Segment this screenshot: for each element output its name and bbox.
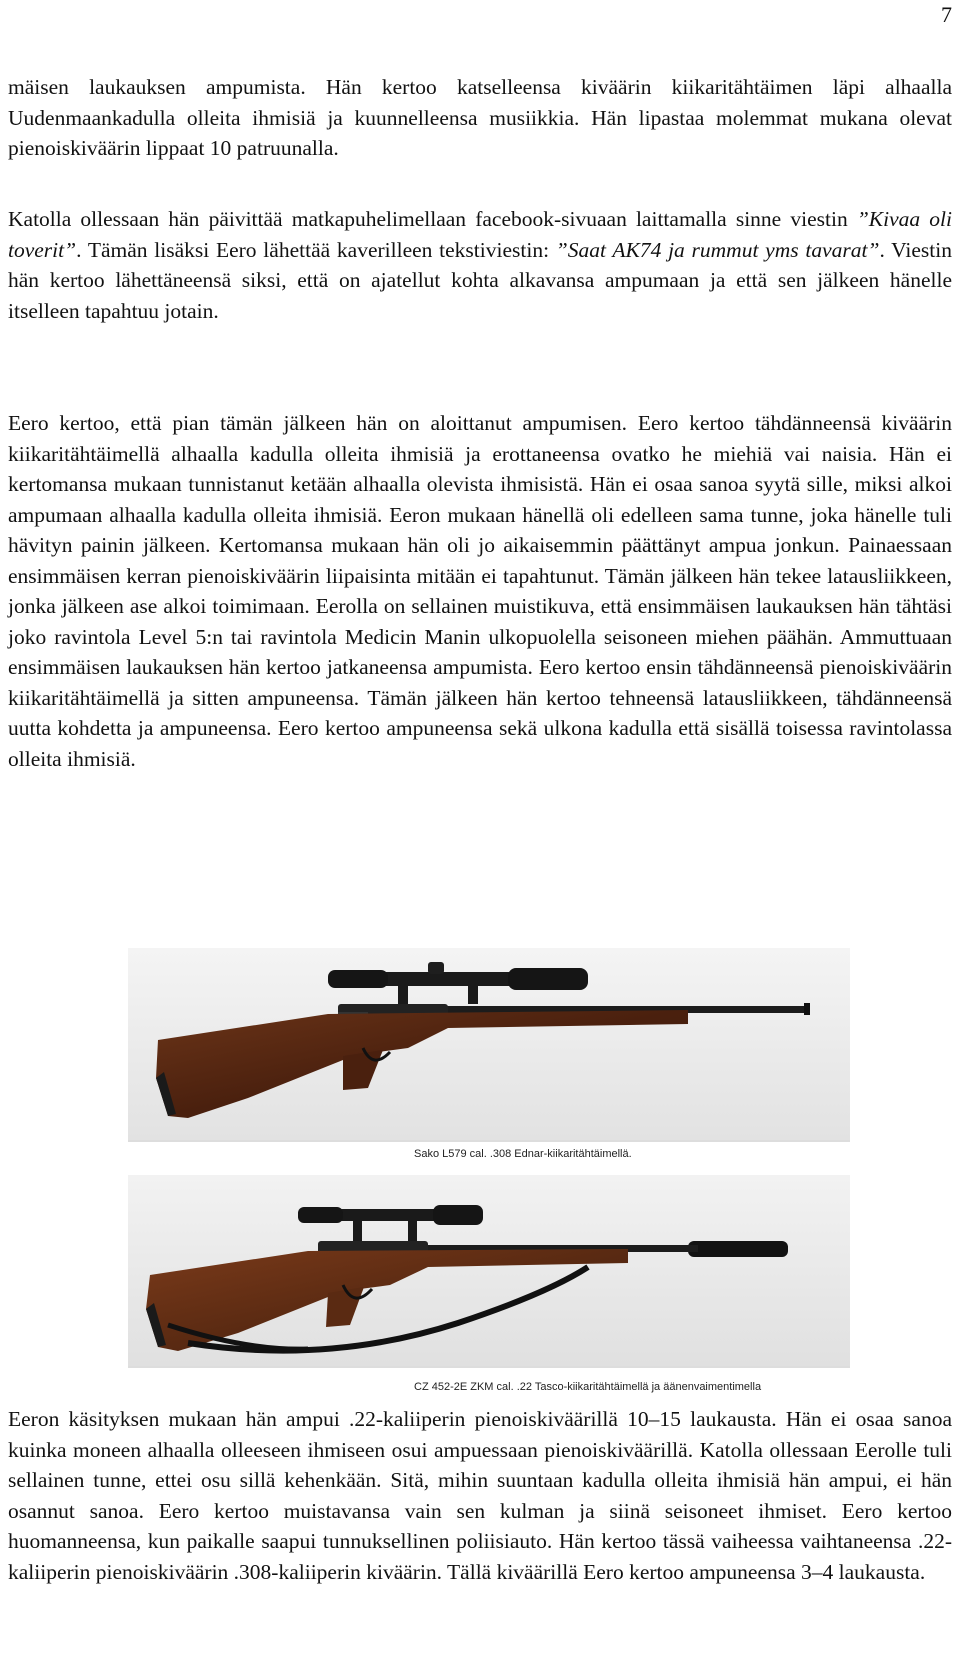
paragraph-4: Eeron käsityksen mukaan hän ampui .22-kaliiperin pienoiskiväärillä 10–15 laukausta. Hän ei osaa sanoa kuinka moneen alhaalla olleeseen ihmiseen osui ampuessaan pienoiskiväärillä. Katolla ollessaan Eerolle tuli sellainen tunne, ettei osu sillä kehenkään. Sitä, mihin suuntaan kadulla olleita ihmisiä hän ampui, ei hän osannut sanoa. Eero kertoo muistavansa vain sen kulman ja siinä seisoneet ihmiset. Eero kertoo huomanneensa, kun paikalle saapui tunnuksellinen poliisiauto. Hän kertoo tässä vaiheessa vaihtaneensa .22-kaliiperin pienoiskiväärin .308-kaliiperin kiväärin. Tällä kiväärillä Eero kertoo ampuneensa 3–4 laukausta. [8,1407,952,1584]
paragraph-2-text-a: Katolla ollessaan hän päivittää matkapuhelimellaan facebook-sivuaan laittamalla sinne viestin [8,207,857,231]
text-message-quote: ”Saat AK74 ja rummut yms tavarat” [555,237,880,262]
paragraph-2 [8,204,952,326]
rifle-photo-cz [128,1175,850,1368]
figure-caption-2: CZ 452-2E ZKM cal. .22 Tasco-kiikaritähtäimellä ja äänenvaimentimella [414,1381,762,1393]
page-number: 7 [941,2,952,27]
rifle-photo-scoped-icon [128,948,850,1142]
figure-caption-1: Sako L579 cal. .308 Ednar-kiikaritähtäimellä. [414,1148,632,1160]
rifle-photo-suppressed-icon [128,1175,850,1368]
facebook-message-quote: ”Kivaa oli toverit” [8,207,952,262]
rifle-photo-sako [128,948,850,1142]
paragraph-2-text-c: . Viestin hän kertoo lähettäneensä siksi, että on ajatellut kohta alkavansa ampumaan ja että sen jälkeen hänelle itselleen tapahtuu jotain. [8,237,952,323]
paragraph-3: Eero kertoo, että pian tämän jälkeen hän on aloittanut ampumisen. Eero kertoo tähdänneensä kiväärin kiikaritähtäimellä alhaalla kadulla olleita ihmisiä ja erottaneensa ovatko he miehiä vai naisia. Hän ei kertomansa mukaan tunnistanut ketään alhaalla olevista ihmisistä. Hän ei osaa sanoa syytä sille, miksi alkoi ampumaan alhaalla kadulla olleita ihmisiä. Eeron mukaan hänellä oli edelleen sama tunne, joka hänelle tuli hävityn painin jälkeen. Kertomansa mukaan hän oli jo aikaisemmin päättänyt ampua jonkun. Painaessaan ensimmäisen kerran pienoiskiväärin liipaisinta mitään ei tapahtunut. Tämän jälkeen hän tekee latausliikkeen, jonka jälkeen ase alkoi toimimaan. Eerolla on sellainen muistikuva, että ensimmäisen laukauksen hän tähtäsi joko ravintola Level 5:n tai ravintola Medicin Manin ulkopuolella seisoneen miehen päähän. Ammuttuaan ensimmäisen laukauksen hän kertoo jatkaneensa ampumista. Eero kertoo ensin tähdänneensä pienoiskiväärin kiikaritähtäimellä ja sitten ampuneensa. Tämän jälkeen hän kertoo tehneensä latausliikkeen, tähdänneensä uutta kohdetta ja ampuneensa. Eero kertoo ampuneensa sekä ulkona kadulla että sisällä toisessa ravintolassa olleita ihmisiä. [8,411,952,771]
paragraph-1: mäisen laukauksen ampumista. Hän kertoo katselleensa kiväärin kiikaritähtäimen läpi alhaalla Uudenmaankadulla olleita ihmisiä ja kuunnelleensa musiikkia. Hän lipastaa molemmat mukana olevat pienoiskiväärin lippaat 10 patruunalla. [8,75,952,160]
paragraph-2-text-b: . Tämän lisäksi Eero lähettää kaverilleen tekstiviestin: [76,237,556,262]
